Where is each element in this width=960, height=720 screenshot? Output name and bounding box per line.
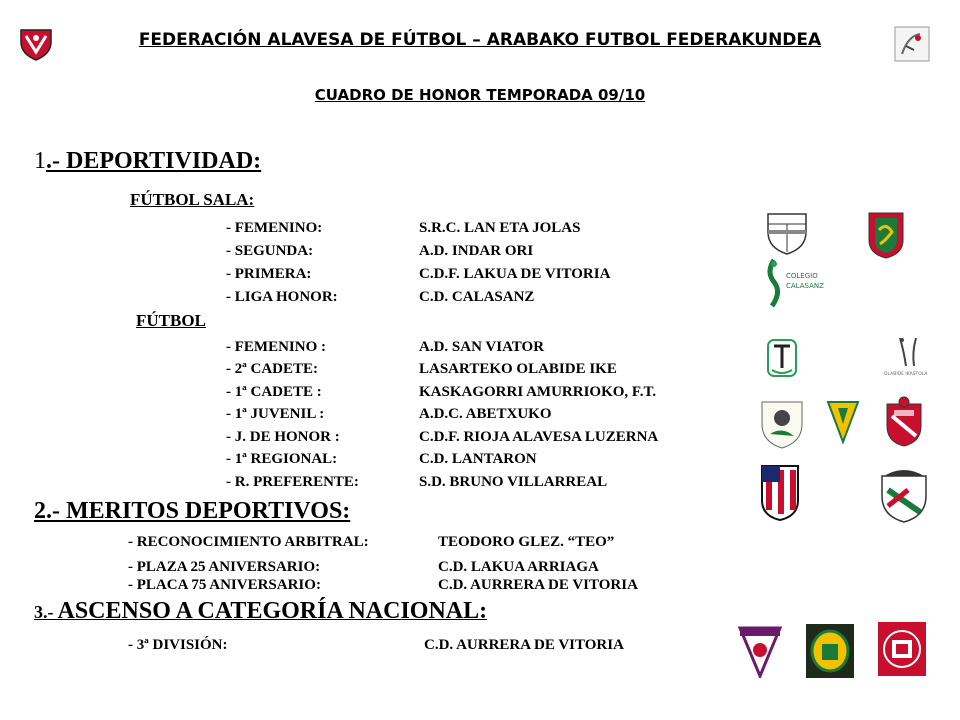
row-category: - 1ª REGIONAL: <box>226 451 338 467</box>
olabide-text: OLABIDE IKASTOLA <box>884 372 928 377</box>
table-row <box>128 534 728 554</box>
rioja-alavesa-crest-icon <box>884 396 924 448</box>
row-team: C.D. AURRERA DE VITORIA <box>424 637 624 653</box>
indar-ori-crest-icon <box>866 210 906 260</box>
colegio-text: COLEGIO <box>786 272 818 280</box>
row-team: C.D.F. LAKUA DE VITORIA <box>419 266 611 282</box>
table-row <box>226 384 746 404</box>
row-team: C.D. LAKUA ARRIAGA <box>438 559 599 575</box>
table-row <box>128 559 728 579</box>
kaskagorri-crest-icon <box>760 398 804 450</box>
row-team: S.R.C. LAN ETA JOLAS <box>419 220 581 236</box>
row-team: A.D.C. ABETXUKO <box>419 406 552 422</box>
table-row <box>226 266 726 286</box>
row-category: - SEGUNDA: <box>226 243 314 259</box>
lantaron-crest-icon <box>760 464 800 522</box>
table-row <box>226 339 746 359</box>
page-subtitle: CUADRO DE HONOR TEMPORADA 09/10 <box>314 86 646 104</box>
row-team: LASARTEKO OLABIDE IKE <box>419 361 617 377</box>
row-team: A.D. INDAR ORI <box>419 243 534 259</box>
section-title: .- DEPORTIVIDAD: <box>46 148 262 174</box>
page-title: FEDERACIÓN ALAVESA DE FÚTBOL – ARABAKO FUTBOL FEDERAKUNDEA <box>138 30 822 50</box>
row-team: C.D. LANTARON <box>419 451 537 467</box>
table-row <box>226 451 746 471</box>
table-row <box>226 361 746 381</box>
table-row <box>226 474 746 494</box>
table-row <box>226 429 746 449</box>
row-category: - J. DE HONOR : <box>226 429 340 445</box>
lakua-arriaga-crest-icon <box>736 622 784 678</box>
abetxuko-crest-icon <box>826 400 860 444</box>
olabide-figure-icon <box>890 336 930 370</box>
table-row <box>226 220 726 240</box>
referee-committee-crest-icon <box>878 622 926 676</box>
section-ascenso-heading <box>34 598 487 625</box>
section-title: ASCENSO A CATEGORÍA NACIONAL: <box>57 598 488 624</box>
row-team: C.D. AURRERA DE VITORIA <box>438 577 638 593</box>
row-team: C.D. CALASANZ <box>419 289 535 305</box>
row-category: - PLAZA 25 ANIVERSARIO: <box>128 559 321 575</box>
row-category: - FEMENINO: <box>226 220 323 236</box>
table-row <box>226 289 726 309</box>
row-category: - R. PREFERENTE: <box>226 474 359 490</box>
row-category: - FEMENINO : <box>226 339 326 355</box>
table-row <box>226 406 746 426</box>
futbol-sala-label: FÚTBOL SALA: <box>130 190 255 209</box>
olabide-ikastola-logo <box>884 336 936 384</box>
row-category: - RECONOCIMIENTO ARBITRAL: <box>128 534 369 550</box>
table-row <box>128 577 728 597</box>
row-team: A.D. SAN VIATOR <box>419 339 545 355</box>
lan-eta-jolas-crest-icon <box>764 210 810 256</box>
row-team: TEODORO GLEZ. “TEO” <box>438 534 615 550</box>
row-category: - LIGA HONOR: <box>226 289 338 305</box>
aurrera-vitoria-crest-icon <box>806 624 854 678</box>
table-row <box>128 637 728 657</box>
row-team: C.D.F. RIOJA ALAVESA LUZERNA <box>419 429 659 445</box>
row-team: KASKAGORRI AMURRIOKO, F.T. <box>419 384 657 400</box>
row-team: S.D. BRUNO VILLARREAL <box>419 474 608 490</box>
calasanz-text: CALASANZ <box>786 282 824 290</box>
futbol-label: FÚTBOL <box>136 311 206 330</box>
section-deportividad-heading <box>34 148 261 175</box>
section-meritos-heading: 2.- MERITOS DEPORTIVOS: <box>34 498 351 524</box>
table-row <box>226 243 726 263</box>
bruno-villarreal-crest-icon <box>878 466 930 524</box>
colegio-calasanz-logo <box>764 258 824 310</box>
row-category: - PRIMERA: <box>226 266 312 282</box>
calasanz-emblem-icon <box>764 258 784 308</box>
row-category: - 1ª JUVENIL : <box>226 406 325 422</box>
row-category: - 2ª CADETE: <box>226 361 318 377</box>
section-number: 1 <box>34 148 46 174</box>
row-category: - 3ª DIVISIÓN: <box>128 637 228 653</box>
section-number: 3.- <box>34 602 54 622</box>
row-category: - PLACA 75 ANIVERSARIO: <box>128 577 321 593</box>
san-viator-crest-icon <box>764 338 800 380</box>
row-category: - 1ª CADETE : <box>226 384 322 400</box>
